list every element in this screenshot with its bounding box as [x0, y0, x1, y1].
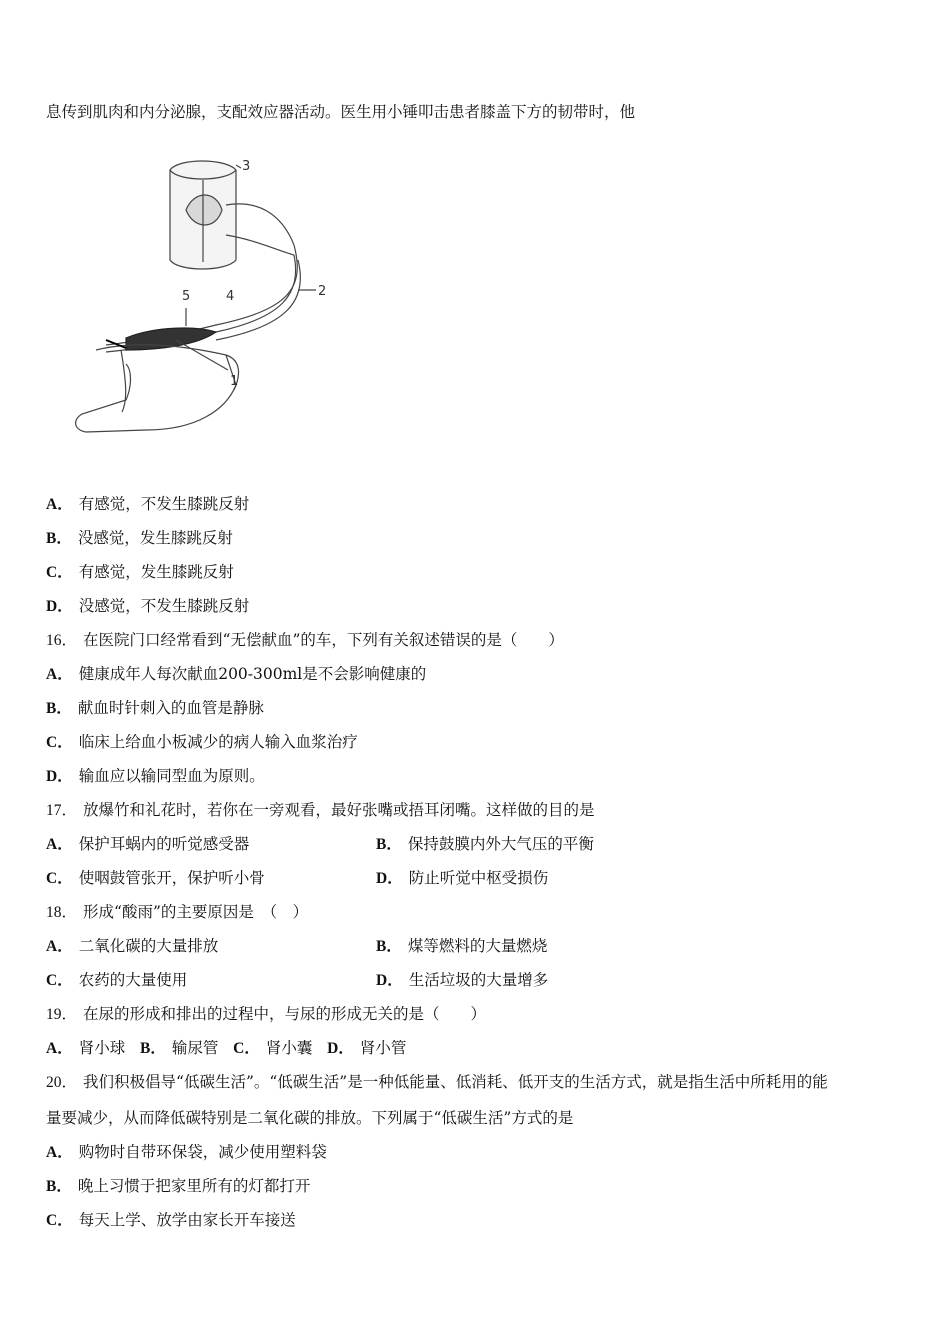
option-letter: D．	[376, 972, 403, 989]
option-letter: D．	[46, 598, 73, 615]
option-text: 保护耳蜗内的听觉感受器	[78, 835, 250, 853]
q15-option-c	[46, 562, 234, 583]
option-text: 晚上习惯于把家里所有的灯都打开	[77, 1177, 311, 1195]
option-letter: D．	[46, 768, 73, 785]
option-text: 肾小囊	[265, 1039, 313, 1057]
option-text: 肾小管	[359, 1039, 407, 1057]
q16-option-b	[46, 698, 264, 719]
question-text: 放爆竹和礼花时，若你在一旁观看，最好张嘴或捂耳闭嘴。这样做的目的是	[83, 801, 595, 819]
option-text: 献血时针刺入的血管是静脉	[77, 699, 264, 717]
option-text: 输血应以输同型血为原则。	[78, 767, 265, 785]
q16-stem	[46, 630, 564, 651]
option-letter: C．	[46, 734, 73, 751]
q17-stem	[46, 800, 595, 821]
question-number: 18．	[46, 904, 78, 921]
figure-label-5: 5	[182, 289, 191, 304]
question-text: 我们积极倡导“低碳生活”。“低碳生活”是一种低能量、低消耗、低开支的生活方式，就是指生活中所耗用的能	[83, 1073, 828, 1091]
q19-options	[46, 1038, 406, 1059]
option-text: 有感觉，不发生膝跳反射	[78, 495, 250, 513]
question-number: 16．	[46, 632, 78, 649]
figure-label-1: 1	[230, 374, 239, 389]
q18-stem	[46, 902, 308, 923]
option-text: 生活垃圾的大量增多	[408, 971, 549, 989]
option-text: 没感觉，不发生膝跳反射	[78, 597, 250, 615]
q17-option-b	[376, 834, 594, 855]
q18-option-d	[376, 970, 548, 991]
figure-label-2: 2	[318, 284, 327, 299]
q20-option-a	[46, 1142, 327, 1163]
option-letter: D．	[376, 870, 403, 887]
option-letter: A．	[46, 496, 73, 513]
q16-option-d	[46, 766, 265, 787]
option-text: 临床上给血小板减少的病人输入血浆治疗	[78, 733, 358, 751]
option-letter: C．	[46, 564, 73, 581]
q20-option-c	[46, 1210, 296, 1231]
question-number: 19．	[46, 1006, 78, 1023]
option-letter: C．	[46, 972, 73, 989]
option-letter: B．	[46, 700, 72, 717]
q18-option-a	[46, 936, 218, 957]
option-letter: A．	[46, 836, 73, 853]
option-letter: C．	[46, 1212, 73, 1229]
option-letter: C．	[233, 1040, 260, 1057]
option-text: 防止听觉中枢受损伤	[408, 869, 549, 887]
option-text: 使咽鼓管张开，保护听小骨	[78, 869, 265, 887]
intro-text: 息传到肌肉和内分泌腺，支配效应器活动。医生用小锤叩击患者膝盖下方的韧带时，他	[46, 103, 636, 121]
option-text: 有感觉，发生膝跳反射	[78, 563, 234, 581]
option-letter: C．	[46, 870, 73, 887]
option-text: 农药的大量使用	[78, 971, 188, 989]
q17-option-a	[46, 834, 249, 855]
option-letter: A．	[46, 1144, 73, 1161]
option-letter: B．	[376, 836, 402, 853]
option-letter: B．	[46, 530, 72, 547]
option-text: 煤等燃料的大量燃烧	[407, 937, 548, 955]
option-letter: B．	[46, 1178, 72, 1195]
figure-label-4: 4	[226, 289, 235, 304]
option-letter: A．	[46, 666, 73, 683]
option-text: 健康成年人每次献血200-300ml是不会影响健康的	[78, 665, 427, 683]
q16-option-a	[46, 664, 426, 685]
q17-option-c	[46, 868, 265, 889]
option-text: 输尿管	[171, 1039, 219, 1057]
q16-option-c	[46, 732, 358, 753]
option-text: 肾小球	[78, 1039, 126, 1057]
option-text: 保持鼓膜内外大气压的平衡	[407, 835, 594, 853]
q18-option-c	[46, 970, 187, 991]
q20-option-b	[46, 1176, 310, 1197]
q18-option-b	[376, 936, 547, 957]
figure-label-3: 3	[242, 159, 251, 174]
q15-option-d	[46, 596, 249, 617]
question-text: 在尿的形成和排出的过程中，与尿的形成无关的是（ ）	[83, 1005, 487, 1023]
question-text: 在医院门口经常看到“无偿献血”的车，下列有关叙述错误的是（ ）	[83, 631, 564, 649]
option-letter: D．	[327, 1040, 354, 1057]
option-text: 二氧化碳的大量排放	[78, 937, 219, 955]
q17-option-d	[376, 868, 548, 889]
option-text: 购物时自带环保袋，减少使用塑料袋	[78, 1143, 327, 1161]
q19-stem	[46, 1004, 486, 1025]
option-letter: B．	[376, 938, 402, 955]
question-text: 形成“酸雨”的主要原因是 （ ）	[83, 903, 309, 921]
option-letter: B．	[140, 1040, 166, 1057]
option-text: 每天上学、放学由家长开车接送	[78, 1211, 296, 1229]
q20-stem-line2: 量要减少，从而降低碳特别是二氧化碳的排放。下列属于“低碳生活”方式的是	[46, 1109, 574, 1127]
q15-option-b	[46, 528, 233, 549]
q20-stem-line1	[46, 1072, 828, 1093]
option-letter: A．	[46, 938, 73, 955]
question-number: 17．	[46, 802, 78, 819]
option-letter: A．	[46, 1040, 73, 1057]
q15-option-a	[46, 494, 249, 515]
knee-jerk-reflex-diagram	[66, 150, 346, 470]
question-number: 20．	[46, 1074, 78, 1091]
option-text: 没感觉，发生膝跳反射	[77, 529, 233, 547]
